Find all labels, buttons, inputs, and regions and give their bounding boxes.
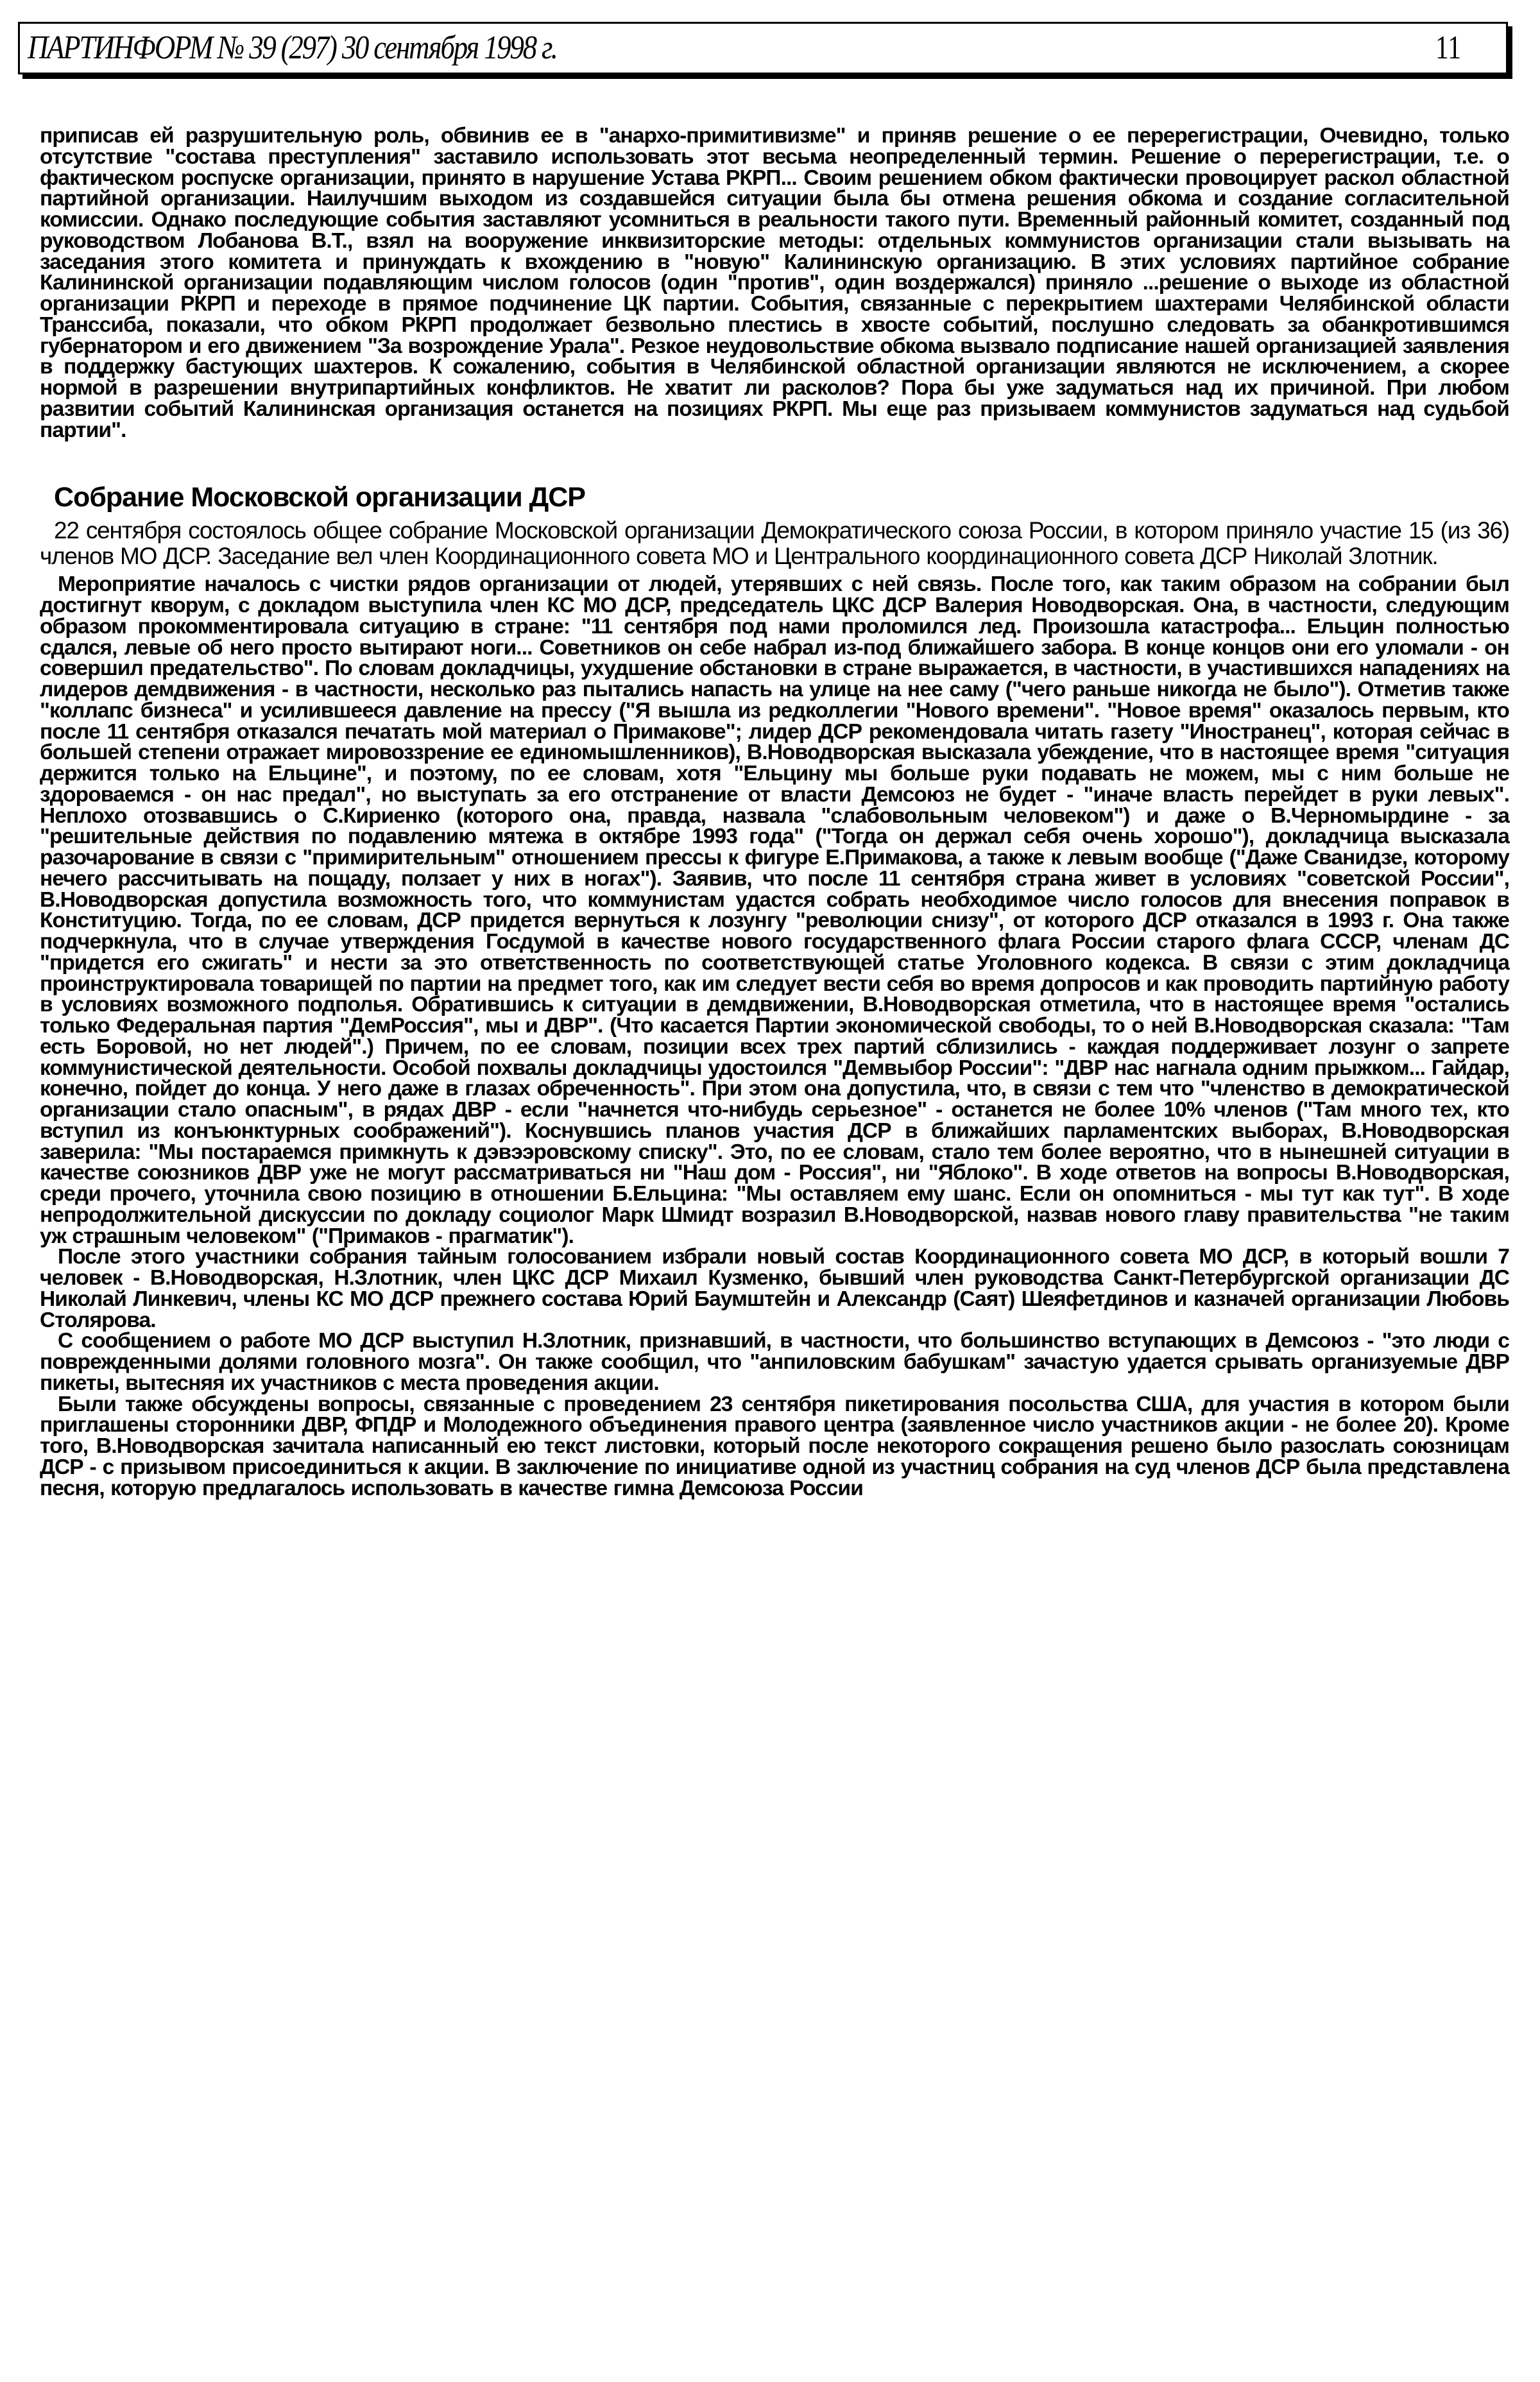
article-paragraph: Были также обсуждены вопросы, связанные с проведением 23 сентября пикетирования посольства США, для участия в котором были приглашены сторонники ДВР, ФПДР и Молодежного объединения правого центра (заявленное число участников акции - не более 20). Кроме того, В.Новодворская зачитала написанный ею текст листовки, который после некоторого сокращения решено было разослать союзницам ДСР - с призывом присоединиться к акции. В заключение по инициативе одной из участниц собрания на суд членов ДСР была представлена песня, которую предлагалось использовать в качестве гимна Демсоюза России <box>40 1392 1509 1500</box>
article-paragraph: приписав ей разрушительную роль, обвинив ее в "анархо-примитивизме" и приняв решение о ее перерегистрации, Очевидно, только отсутствие "состава преступления" заставило использовать этот весьма неопределенный термин. Решение о перерегистрации, т.е. о фактическом роспуске организации, принято в нарушение Устава РКРП... Своим решением обком фактически провоцирует раскол областной партийной организации. Наилучшим выходом из создавшейся ситуации была бы отмена решения обкома и создание согласительной комиссии. Однако последующие события заставляют усомниться в реальности такого пути. Временный районный комитет, созданный под руководством Лобанова В.Т., взял на вооружение инквизиторские методы: отдельных коммунистов организации стали вызывать на заседания этого комитета и принуждать к вхождению в "новую" Калининскую организацию. В этих условиях партийное собрание Калининской организации подавляющим числом голосов (один "против", один воздержался) приняло ...решение о выходе из областной организации РКРП и переходе в прямое подчинение ЦК партии. События, связанные с перекрытием шахтерами Челябинской области Транссиба, показали, что обком РКРП продолжает безвольно плестись в хвосте событий, послушно следовать за обанкротившимся губернатором и его движением "За возрождение Урала". Резкое неудовольствие обкома вызвало подписание нашей организацией заявления в поддержку бастующих шахтеров. К сожалению, события в Челябинской областной организации являются не исключением, а скорее нормой в разрешении внутрипартийных конфликтов. Не хватит ли расколов? Пора бы уже задуматься над их причиной. При любом развитии событий Калининская организация останется на позициях РКРП. Мы еще раз призываем коммунистов задуматься над судьбой партии". <box>40 124 1509 442</box>
article-moscow-dsr-meeting <box>40 481 1509 1499</box>
article-paragraph: После этого участники собрания тайным голосованием избрали новый состав Координационного совета МО ДСР, в который вошли 7 человек - В.Новодворская, Н.Злотник, член ЦКС ДСР Михаил Кузменко, бывший член руководства Санкт-Петербургской организации ДС Николай Линкевич, члены КС МО ДСР прежнего состава Юрий Баумштейн и Александр (Саят) Шеяфетдинов и казначей организации Любовь Столярова. <box>40 1245 1509 1332</box>
page-content <box>40 126 1509 1499</box>
article-paragraph: С сообщением о работе МО ДСР выступил Н.Злотник, признавший, в частности, что большинство вступающих в Демсоюз - "это люди с поврежденными долями головного мозга". Он также сообщил, что "анпиловским бабушкам" зачастую удается срывать организуемые ДВР пикеты, вытесняя их участников с места проведения акции. <box>40 1329 1509 1395</box>
article-lead: 22 сентября состоялось общее собрание Московской организации Демократического союза России, в котором приняло участие 15 (из 36) членов МО ДСР. Заседание вел член Координационного совета МО и Центрального координационного совета ДСР Николай Злотник. <box>40 517 1509 570</box>
publication-title: ПАРТИНФОРМ № 39 (297) 30 сентября 1998 г. <box>28 30 557 66</box>
continued-article <box>40 126 1509 441</box>
page-number: 11 <box>1435 30 1461 66</box>
article-paragraph: Мероприятие началось с чистки рядов организации от людей, утерявших с ней связь. После того, как таким образом на собрании был достигнут кворум, с докладом выступила член КС МО ДСР, председатель ЦКС ДСР Валерия Новодворская. Она, в частности, следующим образом прокомментировала ситуацию в стране: "11 сентября под нами проломился лед. Произошла катастрофа... Ельцин полностью сдался, левые об него просто вытирают ноги... Советников он себе набрал из-под ближайшего забора. В конце концов они его уломали - он совершил предательство". По словам докладчицы, ухудшение обстановки в стране выражается, в частности, в участившихся нападениях на лидеров демдвижения - в частности, несколько раз пытались напасть на улице на нее саму ("чего раньше никогда не было"). Отметив также "коллапс бизнеса" и усилившееся давление на прессу ("Я вышла из редколлегии "Нового времени". "Новое время" оказалось первым, кто после 11 сентября отказался печатать мой материал о Примакове"; лидер ДСР рекомендовала читать газету "Иностранец", которая сейчас в большей степени отражает мировоззрение ее единомышленников), В.Новодворская высказала убеждение, что в настоящее время "ситуация держится только на Ельцине", и поэтому, по ее словам, хотя "Ельцину мы больше руки подавать не можем, мы с ним больше не здороваемся - он нас предал", но выступать за его отстранение от власти Демсоюз не будет - "иначе власть перейдет в руки левых". Неплохо отозвавшись о С.Кириенко (которого она, правда, назвала "слабовольным человеком") и даже о В.Черномырдине - за "решительные действия по подавлению мятежа в октябре 1993 года" ("Тогда он держал себя очень хорошо"), докладчица высказала разочарование в связи с "примирительным" отношением прессы к фигуре Е.Примакова, а также к левым вообще ("Даже Сванидзе, которому нечего рассчитывать на пощаду, ползает у них в ногах"). Заявив, что после 11 сентября страна живет в условиях "советской России", В.Новодворская допустила возможность того, что коммунистам удастся собрать необходимое число голосов для внесения поправок в Конституцию. Тогда, по ее словам, ДСР придется вернуться к лозунгу "революции снизу", от которого ДСР отказался в 1993 г. Она также подчеркнула, что в случае утверждения Госдумой в качестве нового государственного флага России старого флага СССР, членам ДС "придется его сжигать" и нести за это ответственность по соответствующей статье Уголовного кодекса. В связи с этим докладчица проинструктировала товарищей по партии на предмет того, как им следует вести себя во время допросов и как проводить партийную работу в условиях возможного подполья. Обратившись к ситуации в демдвижении, В.Новодворская отметила, что в настоящее время "остались только Федеральная партия "ДемРоссия", мы и ДВР". (Что касается Партии экономической свободы, то о ней В.Новодворская сказала: "Там есть Боровой, но нет людей".) Причем, по ее словам, позиции всех трех партий сблизились - каждая поддерживает лозунг о запрете коммунистической деятельности. Особой похвалы докладчицы удостоился "Демвыбор России": "ДВР нас нагнала одним прыжком... Гайдар, конечно, пойдет до конца. У него даже в глазах обреченность". При этом она допустила, что, в связи с тем что "членство в демократической организации стало опасным", в рядах ДВР - если "начнется что-нибудь серьезное" - останется не более 10% членов ("Там много тех, кто вступил из конъюнктурных соображений"). Коснувшись планов участия ДСР в ближайших парламентских выборах, В.Новодворская заверила: "Мы постараемся примкнуть к дэвээровскому списку". Это, по ее словам, стало тем более вероятно, что в нынешней ситуации в качестве союзников ДВР уже не могут рассматриваться ни "Наш дом - Россия", ни "Яблоко". В ходе ответов на вопросы В.Новодворская, среди прочего, уточнила свою позицию в отношении Б.Ельцина: "Мы оставляем ему шанс. Если он опомниться - мы тут как тут". В ходе непродолжительной дискуссии по докладу социолог Марк Шмидт возразил В.Новодворской, назвав нового главу правительства "не таким уж страшным человеком" ("Примаков - прагматик"). <box>40 572 1509 1248</box>
masthead <box>18 22 1508 74</box>
article-title: Собрание Московской организации ДСР <box>54 482 585 513</box>
